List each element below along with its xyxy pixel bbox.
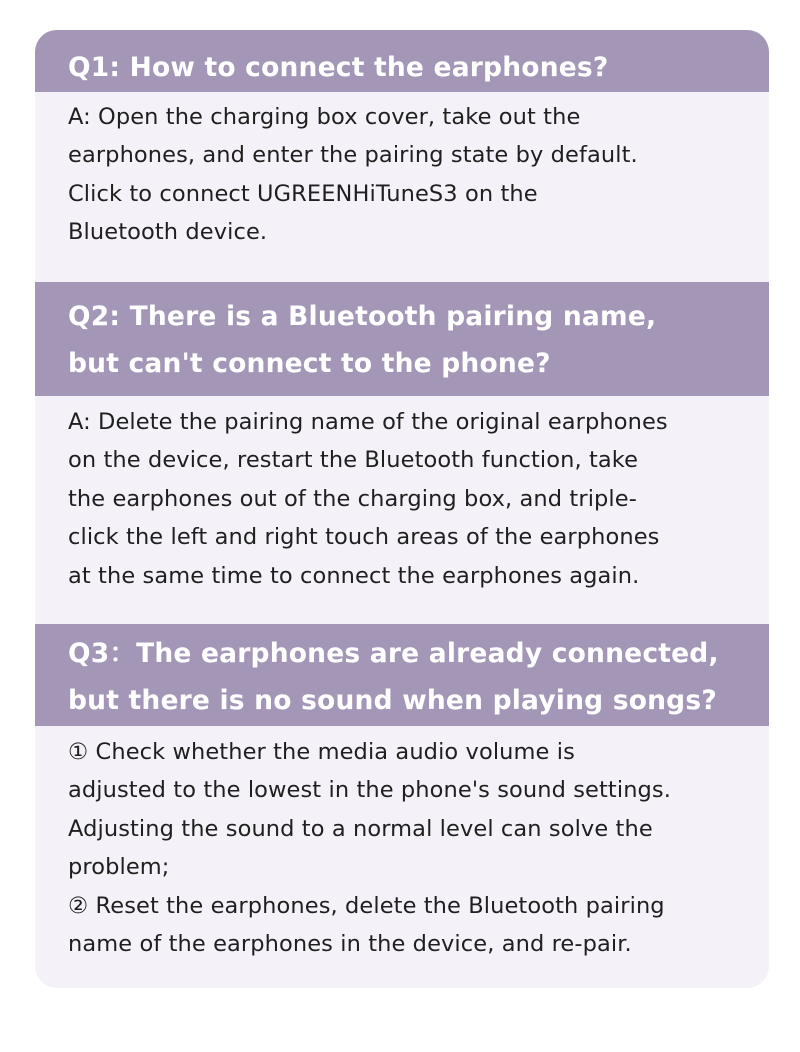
- faq-question-1: Q1: How to connect the earphones?: [35, 30, 769, 92]
- faq-answer-3: ① Check whether the media audio volume is adjusted to the lowest in the phone's sound settings. Adjusting the sound to a normal level can solve the problem; ② Reset the earphones, delete the Bluetooth pairing name of the earphones in the device, and re-pair.: [68, 739, 672, 958]
- faq-answer-1: A: Open the charging box cover, take out the earphones, and enter the pairing state by default. Click to connect UGREENHiTuneS3 on the Bluetooth device.: [68, 104, 638, 246]
- faq-answer-2: A: Delete the pairing name of the original earphones on the device, restart the Bluetooth function, take the earphones out of the charging box, and triple- click the left and right touch areas of the earphones at the same time to connect the earphones again.: [68, 409, 668, 589]
- faq-question-3: Q3：The earphones are already connected, but there is no sound when playing songs?: [35, 624, 769, 726]
- faq-card: [35, 30, 769, 988]
- faq-question-2: Q2: There is a Bluetooth pairing name, but can't connect to the phone?: [35, 282, 769, 396]
